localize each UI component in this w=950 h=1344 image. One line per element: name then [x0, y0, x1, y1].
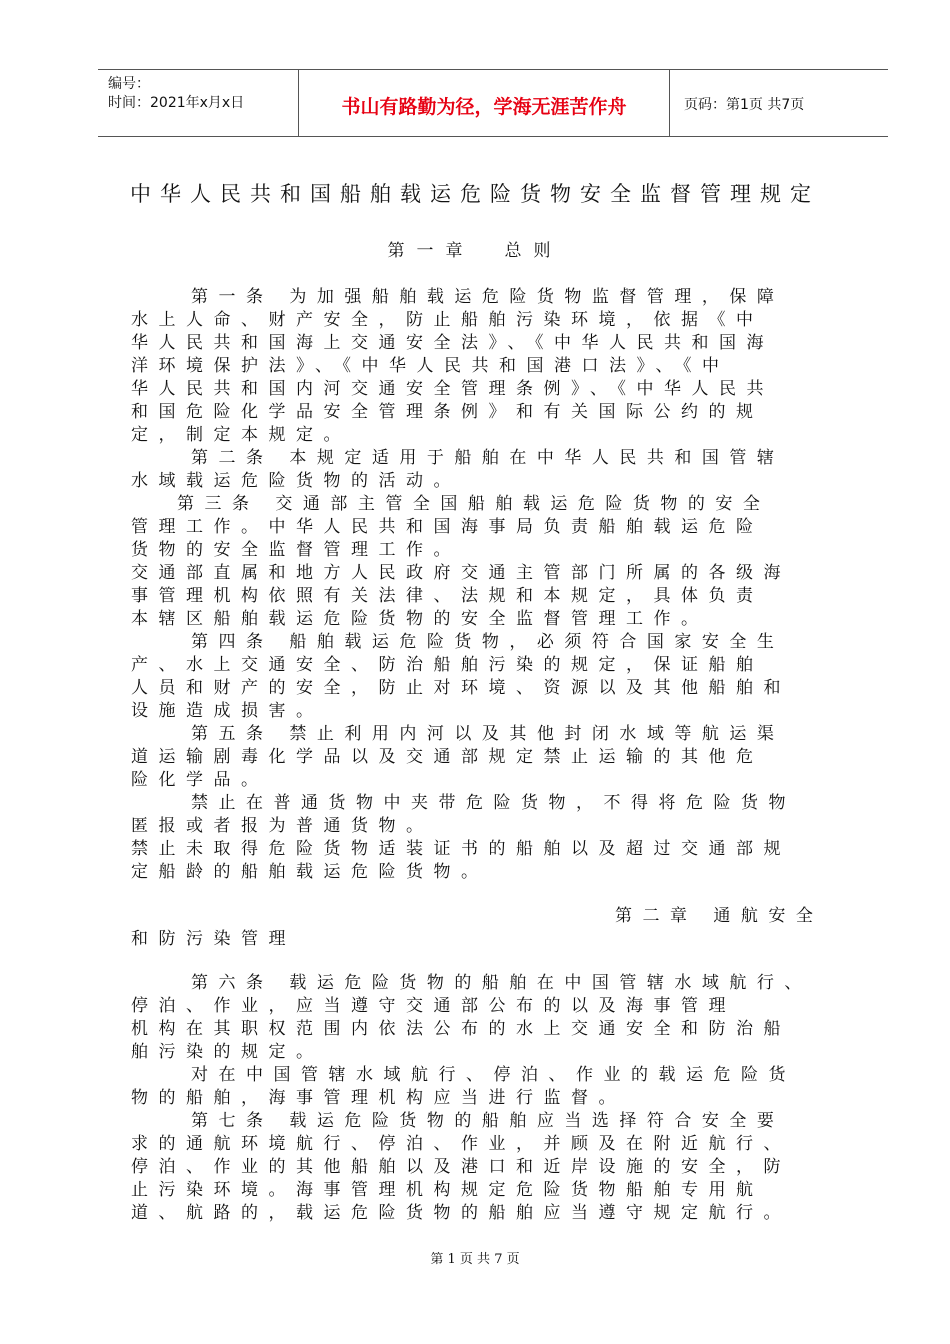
body-line: 人员和财产的安全，防止对环境、资源以及其他船舶和: [131, 678, 791, 698]
body-line: 禁止未取得危险货物适装证书的船舶以及超过交通部规: [131, 839, 791, 859]
body-line: 第二条 本规定适用于船舶在中华人民共和国管辖: [191, 448, 785, 468]
body-line: 停泊、作业的其他船舶以及港口和近岸设施的安全，防: [131, 1157, 791, 1177]
time-label: 时间：2021年x月x日: [108, 95, 245, 111]
page-footer: 第 1 页 共 7 页: [430, 1252, 520, 1267]
body-line: 机构在其职权范围内依法公布的水上交通安全和防治船: [131, 1019, 791, 1039]
body-line: 水上人命、财产安全，防止船舶污染环境，依据《中: [131, 310, 764, 330]
header-meta-cell: [98, 70, 299, 136]
header-motto-cell: [299, 70, 670, 136]
body-line: 第六条 载运危险货物的船舶在中国管辖水域航行、: [191, 973, 812, 993]
body-line: 对在中国管辖水域航行、停泊、作业的载运危险货: [191, 1065, 796, 1085]
document-header: [98, 69, 888, 137]
body-line: 第七条 载运危险货物的船舶应当选择符合安全要: [191, 1111, 785, 1131]
body-line: 定，制定本规定。: [131, 425, 351, 445]
body-line: 止污染环境。海事管理机构规定危险货物船舶专用航: [131, 1180, 764, 1200]
body-line: 和国危险化学品安全管理条例》和有关国际公约的规: [131, 402, 764, 422]
body-line: 设施造成损害。: [131, 701, 324, 721]
number-label: 编号：: [108, 76, 150, 92]
header-page-cell: [670, 70, 888, 136]
motto-text: 书山有路勤为径，学海无涯苦作舟: [341, 96, 627, 118]
body-line: 停泊、作业，应当遵守交通部公布的以及海事管理: [131, 996, 736, 1016]
body-line: 事管理机构依照有关法律、法规和本规定，具体负责: [131, 586, 764, 606]
body-line: 货物的安全监督管理工作。: [131, 540, 461, 560]
body-line: 洋环境保护法》、《中华人民共和国港口法》、《中: [131, 356, 730, 376]
chapter-2-heading-cont: 和防污染管理: [131, 929, 296, 949]
body-line: 道、航路的，载运危险货物的船舶应当遵守规定航行。: [131, 1203, 791, 1223]
body-line: 第四条 船舶载运危险货物，必须符合国家安全生: [191, 632, 785, 652]
chapter-1-number: 第一章: [387, 241, 475, 261]
body-line: 匿报或者报为普通货物。: [131, 816, 434, 836]
body-line: 交通部直属和地方人民政府交通主管部门所属的各级海: [131, 563, 791, 583]
chapter-2-heading: 第二章 通航安全: [615, 906, 824, 926]
body-line: 求的通航环境航行、停泊、作业，并顾及在附近航行、: [131, 1134, 791, 1154]
body-line: 物的船舶，海事管理机构应当进行监督。: [131, 1088, 626, 1108]
body-line: 第一条 为加强船舶载运危险货物监督管理，保障: [191, 287, 785, 307]
document-title: 中华人民共和国船舶载运危险货物安全监督管理规定: [130, 182, 820, 206]
body-line: 华人民共和国内河交通安全管理条例》、《中华人民共: [131, 379, 774, 399]
body-line: 华人民共和国海上交通安全法》、《中华人民共和国海: [131, 333, 774, 353]
body-line: 管理工作。中华人民共和国海事局负责船舶载运危险: [131, 517, 764, 537]
body-line: 第五条 禁止利用内河以及其他封闭水域等航运渠: [191, 724, 785, 744]
chapter-1-name: 总则: [504, 241, 563, 261]
body-line: 险化学品。: [131, 770, 269, 790]
body-line: 本辖区船舶载运危险货物的安全监督管理工作。: [131, 609, 709, 629]
body-line: 定船龄的船舶载运危险货物。: [131, 862, 489, 882]
body-line: 舶污染的规定。: [131, 1042, 324, 1062]
body-line: 禁止在普通货物中夹带危险货物，不得将危险货物: [191, 793, 796, 813]
body-line: 第三条 交通部主管全国船舶载运危险货物的安全: [177, 494, 771, 514]
page-info: 页码：第1页 共7页: [684, 97, 805, 113]
body-line: 产、水上交通安全、防治船舶污染的规定，保证船舶: [131, 655, 764, 675]
body-line: 道运输剧毒化学品以及交通部规定禁止运输的其他危: [131, 747, 764, 767]
body-line: 水域载运危险货物的活动。: [131, 471, 461, 491]
chapter-1-heading: [0, 236, 950, 261]
